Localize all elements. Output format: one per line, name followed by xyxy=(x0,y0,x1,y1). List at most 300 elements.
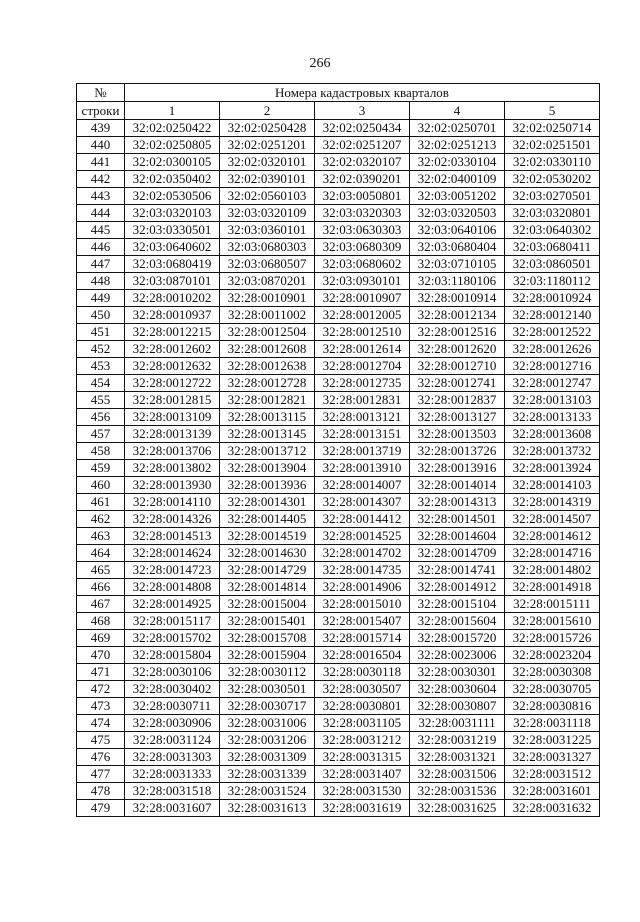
cadastral-number-cell: 32:28:0014326 xyxy=(125,511,220,528)
cadastral-number-cell: 32:28:0014103 xyxy=(505,477,600,494)
cadastral-number-cell: 32:28:0030807 xyxy=(410,698,505,715)
cadastral-number-cell: 32:03:0680303 xyxy=(220,239,315,256)
row-number: 439 xyxy=(77,120,125,137)
header-col-2: 2 xyxy=(220,102,315,120)
header-col-5: 5 xyxy=(505,102,600,120)
cadastral-number-cell: 32:28:0031530 xyxy=(315,783,410,800)
row-number: 457 xyxy=(77,426,125,443)
table-row xyxy=(77,222,600,239)
cadastral-number-cell: 32:28:0013910 xyxy=(315,460,410,477)
table-row xyxy=(77,443,600,460)
header-col-1: 1 xyxy=(125,102,220,120)
page-number: 266 xyxy=(309,56,331,71)
cadastral-number-cell: 32:28:0015111 xyxy=(505,596,600,613)
cadastral-number-cell: 32:28:0014412 xyxy=(315,511,410,528)
row-number: 449 xyxy=(77,290,125,307)
cadastral-number-cell: 32:28:0014405 xyxy=(220,511,315,528)
row-number: 472 xyxy=(77,681,125,698)
cadastral-number-cell: 32:03:0680507 xyxy=(220,256,315,273)
row-number: 466 xyxy=(77,579,125,596)
cadastral-number-cell: 32:02:0530202 xyxy=(505,171,600,188)
cadastral-number-cell: 32:28:0014709 xyxy=(410,545,505,562)
row-number: 458 xyxy=(77,443,125,460)
cadastral-number-cell: 32:03:0680411 xyxy=(505,239,600,256)
row-number: 471 xyxy=(77,664,125,681)
cadastral-number-cell: 32:28:0013145 xyxy=(220,426,315,443)
cadastral-number-cell: 32:03:0330501 xyxy=(125,222,220,239)
cadastral-number-cell: 32:28:0012735 xyxy=(315,375,410,392)
cadastral-number-cell: 32:03:0270501 xyxy=(505,188,600,205)
cadastral-number-cell: 32:02:0250428 xyxy=(220,120,315,137)
cadastral-number-cell: 32:03:0050801 xyxy=(315,188,410,205)
cadastral-number-cell: 32:28:0015401 xyxy=(220,613,315,630)
cadastral-number-cell: 32:03:0860501 xyxy=(505,256,600,273)
cadastral-number-cell: 32:28:0014319 xyxy=(505,494,600,511)
row-number: 475 xyxy=(77,732,125,749)
header-row-1 xyxy=(77,84,600,102)
cadastral-number-cell: 32:28:0015708 xyxy=(220,630,315,647)
cadastral-number-cell: 32:03:0680419 xyxy=(125,256,220,273)
cadastral-number-cell: 32:02:0250701 xyxy=(410,120,505,137)
cadastral-number-cell: 32:28:0015714 xyxy=(315,630,410,647)
cadastral-number-cell: 32:28:0031607 xyxy=(125,800,220,817)
cadastral-number-cell: 32:28:0012510 xyxy=(315,324,410,341)
cadastral-number-cell: 32:28:0030604 xyxy=(410,681,505,698)
table-row xyxy=(77,307,600,324)
cadastral-number-cell: 32:28:0015407 xyxy=(315,613,410,630)
cadastral-number-cell: 32:02:0250434 xyxy=(315,120,410,137)
cadastral-number-cell: 32:28:0012140 xyxy=(505,307,600,324)
table-row xyxy=(77,426,600,443)
table-row xyxy=(77,273,600,290)
cadastral-number-cell: 32:28:0031512 xyxy=(505,766,600,783)
cadastral-number-cell: 32:28:0014525 xyxy=(315,528,410,545)
table-row xyxy=(77,562,600,579)
cadastral-number-cell: 32:28:0030308 xyxy=(505,664,600,681)
cadastral-number-cell: 32:28:0030801 xyxy=(315,698,410,715)
cadastral-number-cell: 32:28:0015604 xyxy=(410,613,505,630)
cadastral-number-cell: 32:28:0015117 xyxy=(125,613,220,630)
cadastral-number-cell: 32:28:0012722 xyxy=(125,375,220,392)
table-row xyxy=(77,766,600,783)
cadastral-number-cell: 32:28:0012741 xyxy=(410,375,505,392)
cadastral-number-cell: 32:28:0014723 xyxy=(125,562,220,579)
table-row xyxy=(77,783,600,800)
table-row xyxy=(77,239,600,256)
cadastral-number-cell: 32:28:0014735 xyxy=(315,562,410,579)
cadastral-number-cell: 32:28:0010202 xyxy=(125,290,220,307)
cadastral-number-cell: 32:28:0031321 xyxy=(410,749,505,766)
row-number: 450 xyxy=(77,307,125,324)
row-number: 452 xyxy=(77,341,125,358)
cadastral-number-cell: 32:28:0031206 xyxy=(220,732,315,749)
header-col-4: 4 xyxy=(410,102,505,120)
cadastral-number-cell: 32:28:0030507 xyxy=(315,681,410,698)
row-number: 454 xyxy=(77,375,125,392)
table-row xyxy=(77,494,600,511)
table-row xyxy=(77,630,600,647)
cadastral-number-cell: 32:28:0031111 xyxy=(410,715,505,732)
cadastral-number-cell: 32:28:0031625 xyxy=(410,800,505,817)
cadastral-number-cell: 32:28:0014630 xyxy=(220,545,315,562)
cadastral-number-cell: 32:03:0930101 xyxy=(315,273,410,290)
row-number: 443 xyxy=(77,188,125,205)
cadastral-number-cell: 32:28:0012638 xyxy=(220,358,315,375)
cadastral-number-cell: 32:28:0012134 xyxy=(410,307,505,324)
row-number: 465 xyxy=(77,562,125,579)
cadastral-number-cell: 32:02:0320107 xyxy=(315,154,410,171)
row-number: 473 xyxy=(77,698,125,715)
cadastral-number-cell: 32:28:0012215 xyxy=(125,324,220,341)
row-number: 446 xyxy=(77,239,125,256)
cadastral-number-cell: 32:02:0300105 xyxy=(125,154,220,171)
cadastral-number-cell: 32:28:0013732 xyxy=(505,443,600,460)
cadastral-number-cell: 32:28:0013139 xyxy=(125,426,220,443)
cadastral-number-cell: 32:28:0013608 xyxy=(505,426,600,443)
header-group-title: Номера кадастровых кварталов xyxy=(125,84,600,102)
cadastral-number-cell: 32:28:0031524 xyxy=(220,783,315,800)
cadastral-number-cell: 32:28:0031315 xyxy=(315,749,410,766)
row-number: 476 xyxy=(77,749,125,766)
cadastral-number-cell: 32:28:0014808 xyxy=(125,579,220,596)
row-number: 453 xyxy=(77,358,125,375)
row-number: 441 xyxy=(77,154,125,171)
row-number: 440 xyxy=(77,137,125,154)
cadastral-number-cell: 32:03:0320103 xyxy=(125,205,220,222)
cadastral-number-cell: 32:28:0010937 xyxy=(125,307,220,324)
row-number: 467 xyxy=(77,596,125,613)
header-row-2 xyxy=(77,102,600,120)
cadastral-number-cell: 32:02:0330110 xyxy=(505,154,600,171)
cadastral-number-cell: 32:28:0012608 xyxy=(220,341,315,358)
table-row xyxy=(77,579,600,596)
table-row xyxy=(77,528,600,545)
cadastral-number-cell: 32:28:0013151 xyxy=(315,426,410,443)
cadastral-number-cell: 32:28:0012632 xyxy=(125,358,220,375)
cadastral-number-cell: 32:28:0014716 xyxy=(505,545,600,562)
cadastral-number-cell: 32:28:0031118 xyxy=(505,715,600,732)
header-row-label: строки xyxy=(77,102,125,120)
cadastral-number-cell: 32:28:0013904 xyxy=(220,460,315,477)
cadastral-number-cell: 32:28:0014802 xyxy=(505,562,600,579)
cadastral-number-cell: 32:28:0014814 xyxy=(220,579,315,596)
cadastral-number-cell: 32:03:0870101 xyxy=(125,273,220,290)
cadastral-number-cell: 32:28:0012837 xyxy=(410,392,505,409)
cadastral-number-cell: 32:28:0031219 xyxy=(410,732,505,749)
cadastral-number-cell: 32:28:0014301 xyxy=(220,494,315,511)
cadastral-number-cell: 32:28:0013712 xyxy=(220,443,315,460)
table-row xyxy=(77,545,600,562)
cadastral-number-cell: 32:28:0015720 xyxy=(410,630,505,647)
cadastral-number-cell: 32:03:0680602 xyxy=(315,256,410,273)
cadastral-number-cell: 32:03:1180106 xyxy=(410,273,505,290)
cadastral-number-cell: 32:03:0870201 xyxy=(220,273,315,290)
cadastral-number-cell: 32:02:0560103 xyxy=(220,188,315,205)
cadastral-number-cell: 32:28:0014501 xyxy=(410,511,505,528)
cadastral-number-cell: 32:28:0010907 xyxy=(315,290,410,307)
table-row xyxy=(77,664,600,681)
cadastral-number-cell: 32:28:0030717 xyxy=(220,698,315,715)
cadastral-number-cell: 32:28:0014007 xyxy=(315,477,410,494)
cadastral-number-cell: 32:28:0013115 xyxy=(220,409,315,426)
cadastral-number-cell: 32:28:0031303 xyxy=(125,749,220,766)
cadastral-number-cell: 32:28:0012815 xyxy=(125,392,220,409)
cadastral-number-cell: 32:28:0012716 xyxy=(505,358,600,375)
cadastral-number-cell: 32:28:0012005 xyxy=(315,307,410,324)
row-number: 474 xyxy=(77,715,125,732)
cadastral-number-cell: 32:28:0013503 xyxy=(410,426,505,443)
cadastral-number-cell: 32:28:0031339 xyxy=(220,766,315,783)
row-number: 447 xyxy=(77,256,125,273)
row-number: 442 xyxy=(77,171,125,188)
row-number: 463 xyxy=(77,528,125,545)
cadastral-number-cell: 32:28:0012710 xyxy=(410,358,505,375)
cadastral-number-cell: 32:28:0030301 xyxy=(410,664,505,681)
cadastral-number-cell: 32:28:0030705 xyxy=(505,681,600,698)
cadastral-number-cell: 32:03:0320503 xyxy=(410,205,505,222)
header-no: № xyxy=(77,84,125,102)
row-number: 477 xyxy=(77,766,125,783)
cadastral-number-cell: 32:28:0013706 xyxy=(125,443,220,460)
row-number: 464 xyxy=(77,545,125,562)
table-row xyxy=(77,800,600,817)
table-row xyxy=(77,358,600,375)
cadastral-number-cell: 32:28:0031601 xyxy=(505,783,600,800)
cadastral-number-cell: 32:28:0031518 xyxy=(125,783,220,800)
cadastral-number-cell: 32:28:0010914 xyxy=(410,290,505,307)
cadastral-number-cell: 32:28:0012522 xyxy=(505,324,600,341)
cadastral-number-cell: 32:28:0014513 xyxy=(125,528,220,545)
cadastral-number-cell: 32:03:0360101 xyxy=(220,222,315,239)
cadastral-number-cell: 32:28:0031333 xyxy=(125,766,220,783)
table-row xyxy=(77,613,600,630)
cadastral-number-cell: 32:28:0014925 xyxy=(125,596,220,613)
cadastral-number-cell: 32:28:0031225 xyxy=(505,732,600,749)
cadastral-number-cell: 32:02:0250422 xyxy=(125,120,220,137)
table-row xyxy=(77,137,600,154)
cadastral-number-cell: 32:28:0031309 xyxy=(220,749,315,766)
cadastral-number-cell: 32:28:0013802 xyxy=(125,460,220,477)
cadastral-number-cell: 32:02:0330104 xyxy=(410,154,505,171)
cadastral-number-cell: 32:28:0023006 xyxy=(410,647,505,664)
cadastral-number-cell: 32:28:0013924 xyxy=(505,460,600,477)
cadastral-number-cell: 32:03:0680404 xyxy=(410,239,505,256)
cadastral-number-cell: 32:28:0013109 xyxy=(125,409,220,426)
table-row xyxy=(77,511,600,528)
row-number: 448 xyxy=(77,273,125,290)
cadastral-number-cell: 32:28:0013121 xyxy=(315,409,410,426)
cadastral-number-cell: 32:28:0015004 xyxy=(220,596,315,613)
cadastral-number-cell: 32:28:0014702 xyxy=(315,545,410,562)
cadastral-number-cell: 32:28:0013936 xyxy=(220,477,315,494)
table-row xyxy=(77,375,600,392)
cadastral-number-cell: 32:28:0012626 xyxy=(505,341,600,358)
table-row xyxy=(77,120,600,137)
cadastral-number-cell: 32:02:0251213 xyxy=(410,137,505,154)
cadastral-number-cell: 32:03:0320801 xyxy=(505,205,600,222)
row-number: 469 xyxy=(77,630,125,647)
cadastral-number-cell: 32:28:0031327 xyxy=(505,749,600,766)
cadastral-number-cell: 32:28:0012620 xyxy=(410,341,505,358)
cadastral-number-cell: 32:28:0013133 xyxy=(505,409,600,426)
cadastral-number-cell: 32:28:0031212 xyxy=(315,732,410,749)
cadastral-number-cell: 32:28:0031407 xyxy=(315,766,410,783)
table-row xyxy=(77,171,600,188)
cadastral-number-cell: 32:02:0390201 xyxy=(315,171,410,188)
cadastral-number-cell: 32:28:0030501 xyxy=(220,681,315,698)
cadastral-number-cell: 32:02:0251201 xyxy=(220,137,315,154)
table-row xyxy=(77,290,600,307)
cadastral-number-cell: 32:02:0530506 xyxy=(125,188,220,205)
table-row xyxy=(77,732,600,749)
cadastral-number-cell: 32:28:0031536 xyxy=(410,783,505,800)
cadastral-number-cell: 32:28:0013103 xyxy=(505,392,600,409)
cadastral-number-cell: 32:28:0014729 xyxy=(220,562,315,579)
row-number: 451 xyxy=(77,324,125,341)
cadastral-number-cell: 32:28:0012821 xyxy=(220,392,315,409)
cadastral-number-cell: 32:28:0015726 xyxy=(505,630,600,647)
cadastral-number-cell: 32:28:0012728 xyxy=(220,375,315,392)
cadastral-number-cell: 32:02:0250714 xyxy=(505,120,600,137)
cadastral-number-cell: 32:28:0012602 xyxy=(125,341,220,358)
row-number: 456 xyxy=(77,409,125,426)
row-number: 468 xyxy=(77,613,125,630)
cadastral-number-cell: 32:03:0680309 xyxy=(315,239,410,256)
cadastral-number-cell: 32:28:0014612 xyxy=(505,528,600,545)
cadastral-number-cell: 32:28:0015010 xyxy=(315,596,410,613)
row-number: 445 xyxy=(77,222,125,239)
cadastral-number-cell: 32:28:0031006 xyxy=(220,715,315,732)
cadastral-number-cell: 32:28:0013726 xyxy=(410,443,505,460)
row-number: 455 xyxy=(77,392,125,409)
cadastral-number-cell: 32:28:0030112 xyxy=(220,664,315,681)
cadastral-number-cell: 32:02:0251207 xyxy=(315,137,410,154)
cadastral-number-cell: 32:28:0015104 xyxy=(410,596,505,613)
cadastral-number-cell: 32:28:0014313 xyxy=(410,494,505,511)
cadastral-number-cell: 32:03:0320109 xyxy=(220,205,315,222)
cadastral-number-cell: 32:28:0031619 xyxy=(315,800,410,817)
cadastral-quarters-table xyxy=(76,83,600,817)
table-body xyxy=(77,120,600,817)
cadastral-number-cell: 32:28:0012747 xyxy=(505,375,600,392)
cadastral-number-cell: 32:28:0030906 xyxy=(125,715,220,732)
cadastral-number-cell: 32:03:0630303 xyxy=(315,222,410,239)
cadastral-number-cell: 32:28:0013916 xyxy=(410,460,505,477)
cadastral-number-cell: 32:28:0014519 xyxy=(220,528,315,545)
cadastral-number-cell: 32:02:0390101 xyxy=(220,171,315,188)
row-number: 460 xyxy=(77,477,125,494)
cadastral-number-cell: 32:28:0014604 xyxy=(410,528,505,545)
cadastral-number-cell: 32:28:0015610 xyxy=(505,613,600,630)
cadastral-number-cell: 32:28:0014307 xyxy=(315,494,410,511)
cadastral-number-cell: 32:28:0014906 xyxy=(315,579,410,596)
cadastral-number-cell: 32:28:0014507 xyxy=(505,511,600,528)
cadastral-number-cell: 32:28:0012614 xyxy=(315,341,410,358)
row-number: 462 xyxy=(77,511,125,528)
table-row xyxy=(77,188,600,205)
cadastral-number-cell: 32:28:0016504 xyxy=(315,647,410,664)
cadastral-number-cell: 32:28:0023204 xyxy=(505,647,600,664)
row-number: 470 xyxy=(77,647,125,664)
table-row xyxy=(77,409,600,426)
table-row xyxy=(77,647,600,664)
cadastral-number-cell: 32:03:0640106 xyxy=(410,222,505,239)
cadastral-number-cell: 32:28:0012704 xyxy=(315,358,410,375)
cadastral-number-cell: 32:28:0030711 xyxy=(125,698,220,715)
cadastral-number-cell: 32:03:1180112 xyxy=(505,273,600,290)
table-row xyxy=(77,477,600,494)
cadastral-number-cell: 32:02:0350402 xyxy=(125,171,220,188)
header-col-3: 3 xyxy=(315,102,410,120)
cadastral-number-cell: 32:02:0251501 xyxy=(505,137,600,154)
cadastral-number-cell: 32:02:0250805 xyxy=(125,137,220,154)
cadastral-number-cell: 32:28:0012504 xyxy=(220,324,315,341)
cadastral-number-cell: 32:03:0640302 xyxy=(505,222,600,239)
cadastral-number-cell: 32:28:0013719 xyxy=(315,443,410,460)
table-row xyxy=(77,324,600,341)
cadastral-number-cell: 32:28:0011002 xyxy=(220,307,315,324)
cadastral-number-cell: 32:28:0014741 xyxy=(410,562,505,579)
cadastral-number-cell: 32:28:0031613 xyxy=(220,800,315,817)
cadastral-number-cell: 32:28:0014624 xyxy=(125,545,220,562)
cadastral-number-cell: 32:28:0013930 xyxy=(125,477,220,494)
table-row xyxy=(77,715,600,732)
cadastral-number-cell: 32:28:0014110 xyxy=(125,494,220,511)
cadastral-number-cell: 32:28:0030402 xyxy=(125,681,220,698)
cadastral-number-cell: 32:03:0051202 xyxy=(410,188,505,205)
cadastral-number-cell: 32:28:0014912 xyxy=(410,579,505,596)
cadastral-number-cell: 32:28:0013127 xyxy=(410,409,505,426)
cadastral-number-cell: 32:28:0010924 xyxy=(505,290,600,307)
cadastral-number-cell: 32:03:0710105 xyxy=(410,256,505,273)
cadastral-number-cell: 32:28:0012831 xyxy=(315,392,410,409)
row-number: 461 xyxy=(77,494,125,511)
row-number: 479 xyxy=(77,800,125,817)
cadastral-number-cell: 32:28:0014014 xyxy=(410,477,505,494)
cadastral-number-cell: 32:28:0031632 xyxy=(505,800,600,817)
row-number: 459 xyxy=(77,460,125,477)
table-row xyxy=(77,154,600,171)
table-row xyxy=(77,205,600,222)
table-row xyxy=(77,460,600,477)
cadastral-number-cell: 32:02:0320101 xyxy=(220,154,315,171)
cadastral-number-cell: 32:28:0010901 xyxy=(220,290,315,307)
cadastral-number-cell: 32:28:0015702 xyxy=(125,630,220,647)
cadastral-number-cell: 32:28:0030816 xyxy=(505,698,600,715)
cadastral-number-cell: 32:28:0030118 xyxy=(315,664,410,681)
table-row xyxy=(77,698,600,715)
table-row xyxy=(77,392,600,409)
cadastral-number-cell: 32:28:0012516 xyxy=(410,324,505,341)
cadastral-number-cell: 32:28:0031105 xyxy=(315,715,410,732)
cadastral-number-cell: 32:03:0640602 xyxy=(125,239,220,256)
cadastral-number-cell: 32:28:0014918 xyxy=(505,579,600,596)
table-row xyxy=(77,341,600,358)
cadastral-number-cell: 32:28:0030106 xyxy=(125,664,220,681)
cadastral-number-cell: 32:02:0400109 xyxy=(410,171,505,188)
cadastral-number-cell: 32:28:0031124 xyxy=(125,732,220,749)
table-row xyxy=(77,256,600,273)
cadastral-number-cell: 32:28:0015804 xyxy=(125,647,220,664)
table-row xyxy=(77,681,600,698)
table-row xyxy=(77,596,600,613)
cadastral-number-cell: 32:28:0031506 xyxy=(410,766,505,783)
row-number: 478 xyxy=(77,783,125,800)
cadastral-number-cell: 32:28:0015904 xyxy=(220,647,315,664)
cadastral-number-cell: 32:03:0320303 xyxy=(315,205,410,222)
table-row xyxy=(77,749,600,766)
row-number: 444 xyxy=(77,205,125,222)
